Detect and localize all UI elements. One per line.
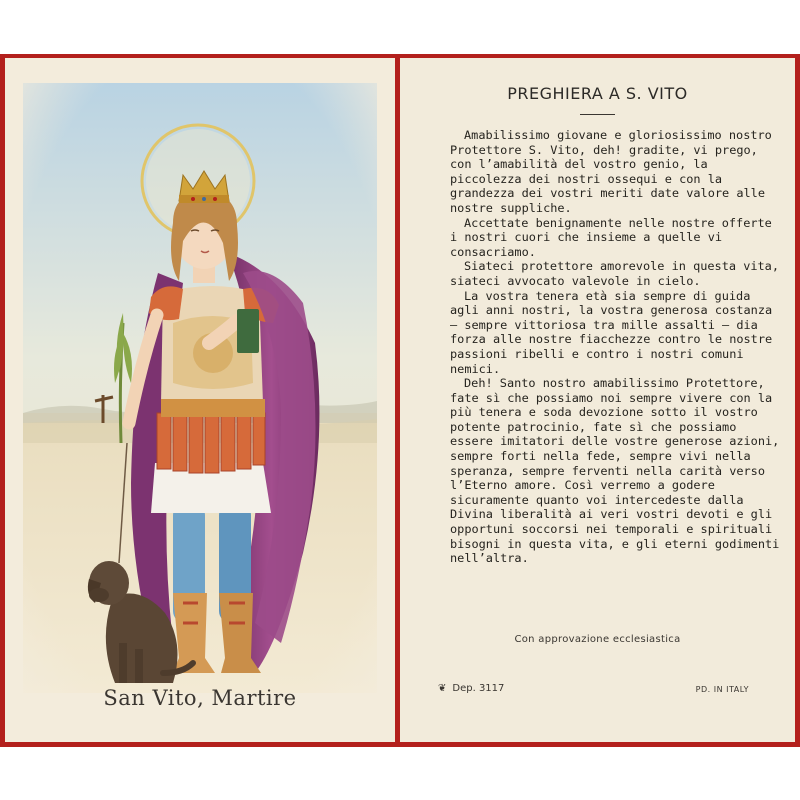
saint-caption: San Vito, Martire (103, 686, 297, 710)
prayer-paragraph: Deh! Santo nostro amabilissimo Protettore, fate sì che possiamo noi sempre vivere con la più tenera e soda devozione sotto il vostro potente patrocinio, fate sì che possiamo essere imitatori delle vostre generose azioni, sempre forti nella fede, sempre vivi nella speranza, sempre ferventi nella carità verso l’Eterno amore. Così verremo a godere sicuramente quanto voi intercedeste dalla Divina liberalità ai veri vostri devoti e gli opportuni soccorsi nei temporali e spirituali bisogni in questa vita, e gli eterni godimenti nell’altra. (450, 376, 780, 566)
left-card (5, 58, 395, 742)
right-card (400, 58, 795, 742)
saint-illustration (23, 83, 377, 693)
publisher-logo-icon: ❦ (438, 683, 447, 694)
approval-note: Con approvazione ecclesiastica (514, 634, 681, 645)
prayer-title: PREGHIERA A S. VITO (507, 84, 688, 103)
prayer-text (450, 128, 780, 566)
deposit-number (438, 683, 504, 694)
print-origin: PD. IN ITALY (695, 685, 749, 694)
prayer-paragraph: Accettate benignamente nelle nostre offerte i nostri cuori che insieme a quelle vi consacriamo. (450, 215, 772, 259)
title-rule (580, 114, 615, 115)
prayer-paragraph: Siateci protettore amorevole in questa vita, siateci avvocato valevole in cielo. (450, 259, 779, 288)
deposit-label: Dep. 3117 (452, 683, 505, 694)
prayer-paragraph: La vostra tenera età sia sempre di guida agli anni nostri, la vostra generosa costanza — sempre vittoriosa tra mille assalti — dia forza alle nostre fiacchezze contro le nostre passioni ribelli e contro i nostri comuni nemici. (450, 288, 773, 376)
prayer-paragraph: Amabilissimo giovane e gloriosissimo nostro Protettore S. Vito, deh! gradite, vi prego, con l’amabilità del vostro genio, la piccolezza dei nostri ossequi e con la grandezza dei vostri meriti date valore alle nostre suppliche. (450, 128, 772, 215)
saint-painting (23, 83, 377, 693)
